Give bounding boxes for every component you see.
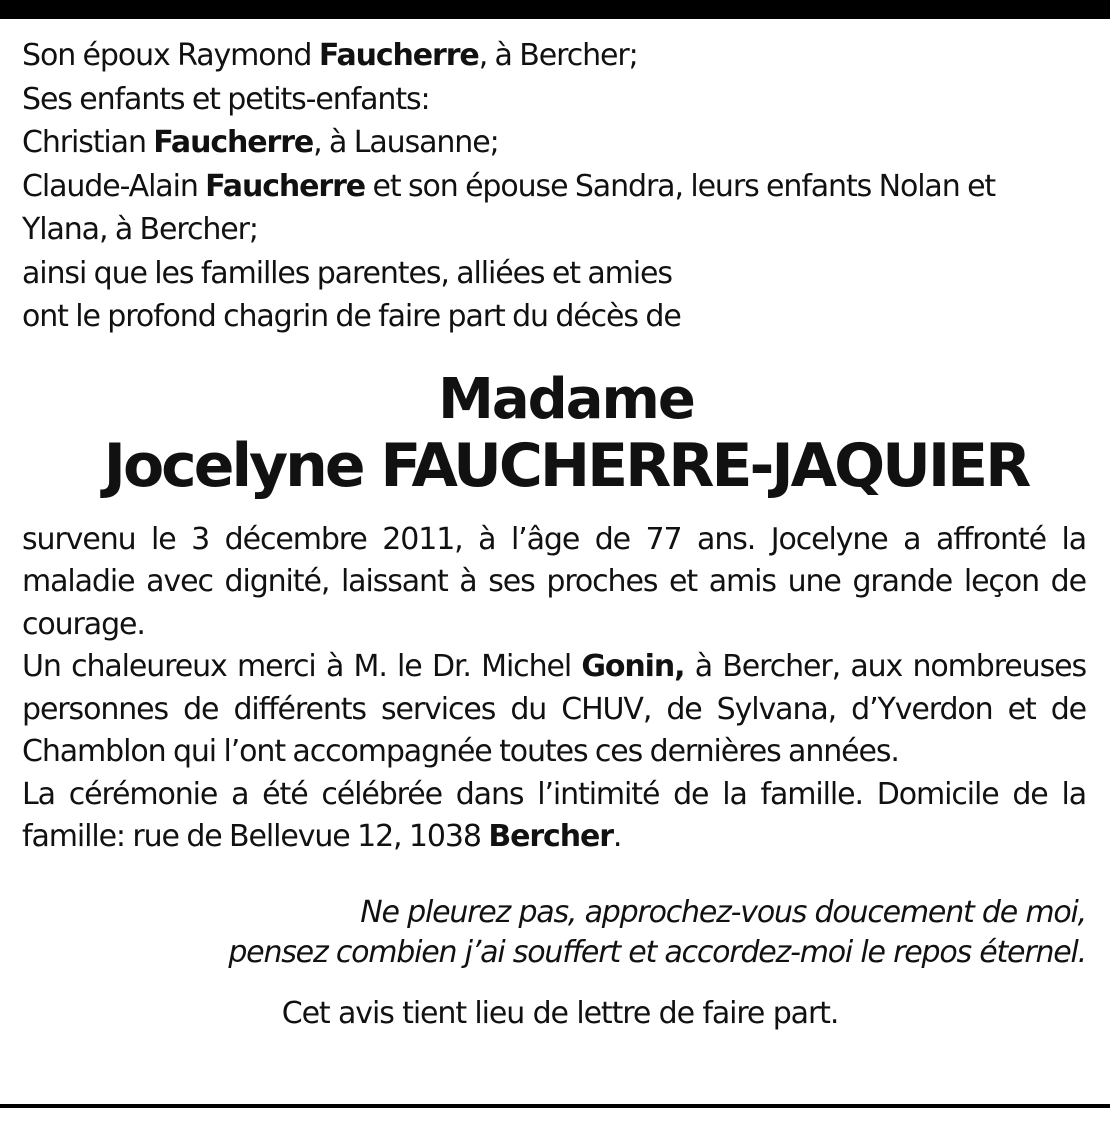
deceased-name-block xyxy=(46,367,1086,499)
obituary-body xyxy=(22,519,1086,859)
death-details-paragraph: survenu le 3 décembre 2011, à l’âge de 77 ans. Jocelyne a affronté la maladie avec dignité, laissant à ses proches et amis une grande leçon de courage. xyxy=(22,521,1086,642)
deceased-title: Madame xyxy=(438,366,694,432)
notice-footer: Cet avis tient lieu de lettre de faire part. xyxy=(281,995,839,1031)
top-rule xyxy=(0,0,1110,19)
family-line-children-heading: Ses enfants et petits-enfants: xyxy=(22,81,430,117)
quote-line-1: Ne pleurez pas, approchez-vous doucement de moi, xyxy=(360,894,1086,930)
family-announcement xyxy=(22,34,1086,339)
ceremony-paragraph: La cérémonie a été célébrée dans l’intimité de la famille. Domicile de la famille: rue de Bellevue 12, 1038 Bercher. xyxy=(22,776,1086,854)
deceased-name: Jocelyne FAUCHERRE-JAQUIER xyxy=(103,430,1029,501)
quote-line-2: pensez combien j’ai souffert et accordez-moi le repos éternel. xyxy=(228,934,1086,970)
bottom-rule xyxy=(0,1104,1110,1108)
thanks-paragraph: Un chaleureux merci à M. le Dr. Michel Gonin, à Bercher, aux nombreuses personnes de différents services du CHUV, de Sylvana, d’Yverdon et de Chamblon qui l’ont accompagnée toutes ces dernières années. xyxy=(22,649,1086,769)
family-line-ylana: Ylana, à Bercher; xyxy=(22,212,258,247)
memorial-quote xyxy=(22,893,1086,973)
family-line-relatives: ainsi que les familles parentes, alliées et amies xyxy=(22,255,672,291)
family-line-claude-alain: Claude-Alain Faucherre et son épouse Sandra, leurs enfants Nolan et xyxy=(22,168,996,204)
family-line-christian: Christian Faucherre, à Lausanne; xyxy=(22,125,499,160)
family-line-announcement: ont le profond chagrin de faire part du décès de xyxy=(22,299,681,334)
obituary-notice xyxy=(22,34,1086,1035)
family-line-spouse: Son époux Raymond Faucherre, à Bercher; xyxy=(22,38,638,73)
